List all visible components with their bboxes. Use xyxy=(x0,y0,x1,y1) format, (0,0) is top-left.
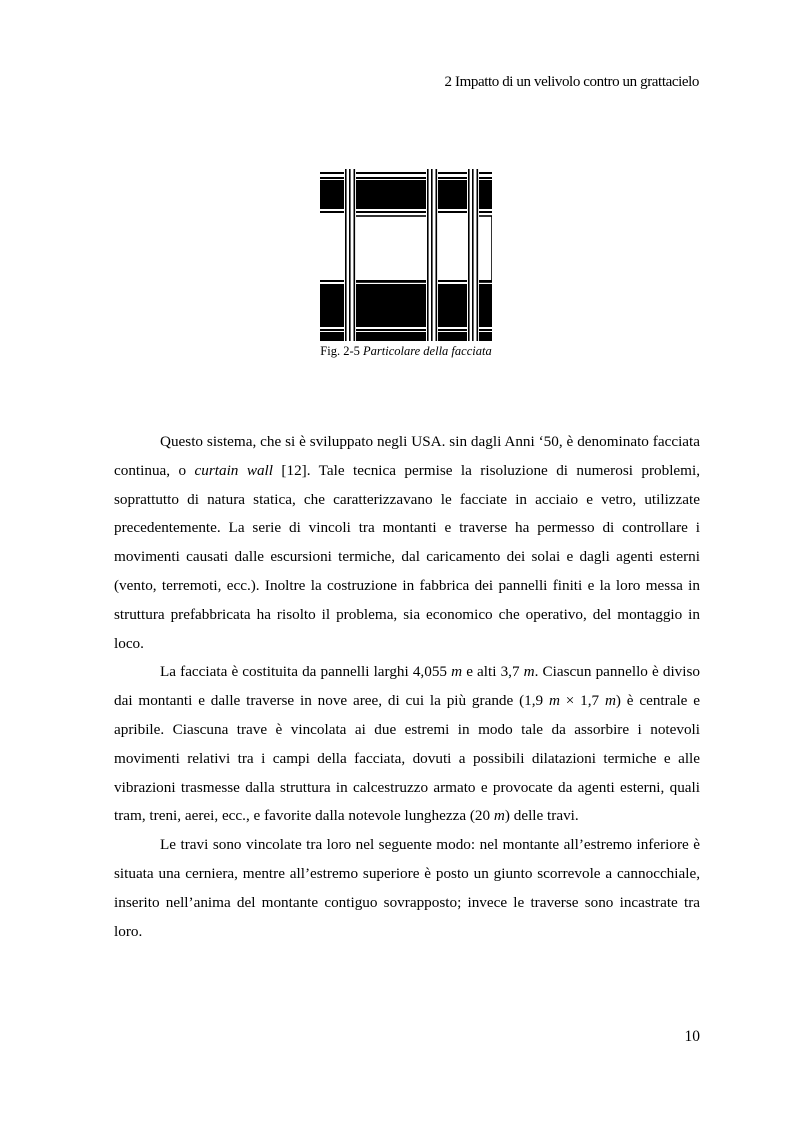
unit-m: m xyxy=(451,663,463,681)
unit-m: m xyxy=(604,692,616,710)
paragraph-2-text-2: e alti 3,7 xyxy=(462,663,524,681)
unit-m: m xyxy=(493,807,505,825)
caption-label: Fig. 2-5 xyxy=(320,344,364,358)
paragraph-1-text-b: [12]. Tale tecnica permise la risoluzione di numerosi problemi, soprattutto di natura statica, che caratterizzavano le facciate in acciaio e vetro, utilizzate precedentemente. La serie di vincoli tra montanti e traverse ha permesso di controllare i movimenti causati dalle escursioni termiche, dal caricamento dei solai e dagli agenti esterni (vento, terremoti, ecc.). Inoltre la costruzione in fabbrica dei pannelli finiti e la loro messa in struttura prefabbricata ha risolto il problema, sia economico che operativo, del montaggio in loco. xyxy=(114,461,700,652)
paragraph-2-text-4: × 1,7 xyxy=(559,692,605,710)
facade-detail-drawing xyxy=(320,169,492,341)
paragraph-3: Le travi sono vincolate tra loro nel seguente modo: nel montante all’estremo inferiore è situata una cerniera, mentre all’estremo superiore è posto un giunto scorrevole a cannocchiale, inserito nell’anima del montante contiguo sovrapposto; invece le traverse sono incastrate tra loro. xyxy=(114,836,700,940)
paragraph-1-text-a: Questo sistema, che si è sviluppato negli USA. sin dagli Anni ‘50, è denominato facciata continua, o xyxy=(114,433,700,479)
figure-caption xyxy=(200,344,612,359)
body-text xyxy=(114,428,700,946)
caption-title: Particolare della facciata xyxy=(363,344,492,358)
paragraph-2-text-1: La facciata è costituita da pannelli larghi 4,055 xyxy=(160,663,452,681)
paragraph-1 xyxy=(114,428,700,658)
paragraph-2-text-5: ) è centrale e apribile. Ciascuna trave è vincolata ai due estremi in modo tale da assorbire i notevoli movimenti relativi tra i campi della facciata, dovuti a possibili dilatazioni termiche e alle vibrazioni trasmesse dalla struttura in calcestruzzo armato e provocate da agenti esterni, quali tram, treni, aerei, ecc., e favorite dalla notevole lunghezza (20 xyxy=(114,692,700,825)
facade-detail-figure xyxy=(320,169,492,341)
paragraph-2-text-3: . Ciascun pannello è diviso dai montanti e dalle traverse in nove aree, di cui la più grande (1,9 xyxy=(114,663,700,710)
paragraph-2-text-6: ) delle travi. xyxy=(504,807,579,825)
page-number: 10 xyxy=(684,1028,700,1045)
paragraph-2 xyxy=(114,658,700,831)
unit-m: m xyxy=(523,663,535,681)
term-curtain-wall: curtain wall xyxy=(194,461,273,479)
unit-m: m xyxy=(548,692,560,710)
running-header: 2 Impatto di un velivolo contro un grattacielo xyxy=(444,74,699,90)
